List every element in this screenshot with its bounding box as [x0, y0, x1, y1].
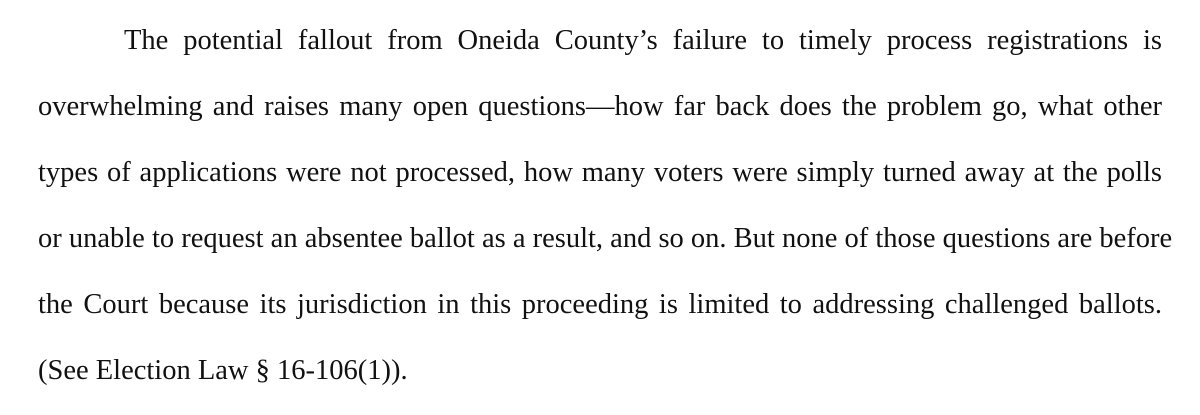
paragraph-line-4: or unable to request an absentee ballot as a result, and so on. But none of those questions are before	[38, 223, 1173, 254]
paragraph-line-3: types of applications were not processed, how many voters were simply turned away at the polls	[38, 157, 1162, 188]
paragraph-line-1: The potential fallout from Oneida County’s failure to timely process registrations is	[124, 25, 1162, 56]
paragraph-line-5: the Court because its jurisdiction in this proceeding is limited to addressing challenged ballots.	[38, 289, 1162, 320]
body-paragraph	[38, 8, 1173, 404]
document-page	[38, 8, 1173, 404]
paragraph-line-6: (See Election Law § 16-106(1)).	[38, 355, 408, 386]
paragraph-line-2: overwhelming and raises many open questions—how far back does the problem go, what other	[38, 91, 1162, 122]
